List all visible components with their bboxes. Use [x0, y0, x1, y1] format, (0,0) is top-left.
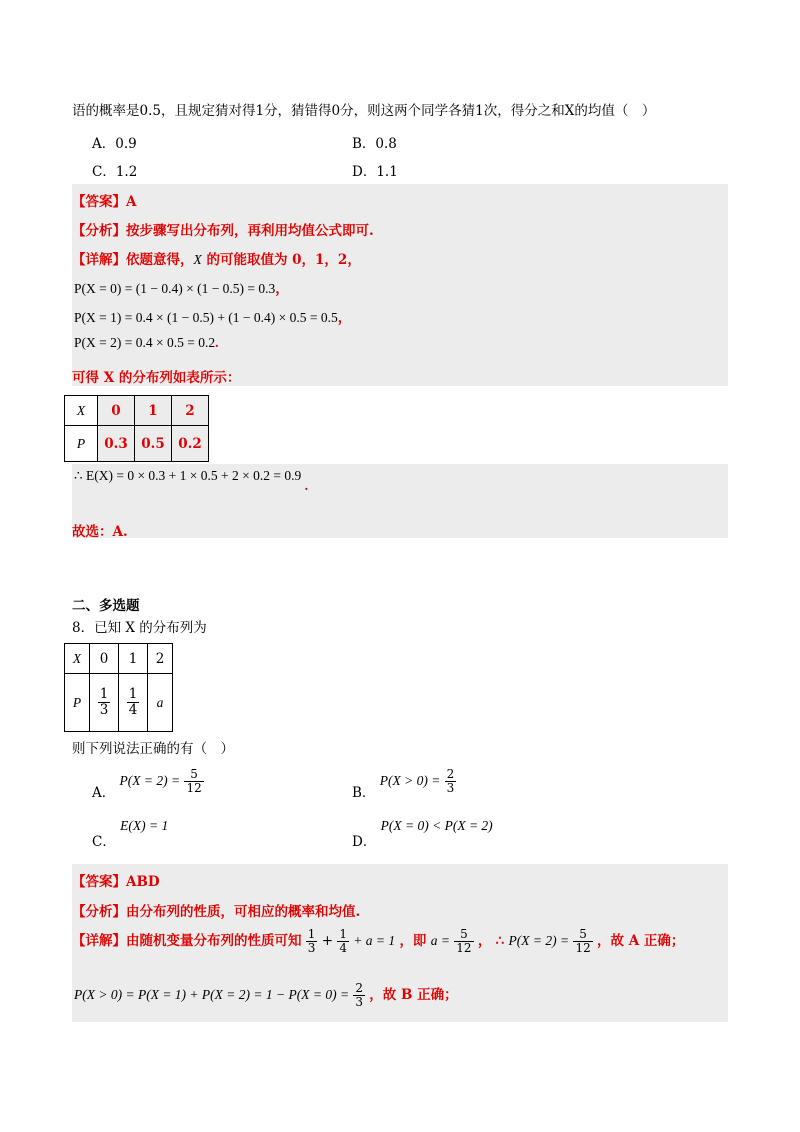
q7-analysis: 【分析】按步骤写出分布列，再利用均值公式即可.	[72, 223, 374, 239]
q8-analysis: 【分析】由分布列的性质，可相应的概率和均值.	[72, 904, 361, 920]
q7-answer: 【答案】A	[72, 194, 137, 210]
table-cell: X	[65, 644, 90, 674]
q8-distribution-table	[64, 643, 173, 732]
q8-option-a: A． P(X = 2) = $\frac{5}{12}$	[92, 767, 202, 802]
table-cell: X	[65, 396, 98, 426]
q8-detail-line2: P(X > 0) = P(X = 1) + P(X = 2) = 1 − P(X = 0) = $\frac{2}{3}$ ，故 B 正确；	[74, 981, 458, 1010]
table-cell: $\frac{1}{4}$	[119, 674, 148, 732]
table-cell: 0.3	[98, 426, 135, 462]
table-cell: 0	[90, 644, 119, 674]
table-cell: P	[65, 426, 98, 462]
q8-option-d: D． P(X = 0) < P(X = 2)	[352, 818, 493, 850]
table-cell: 2	[148, 644, 173, 674]
table-cell: 1	[135, 396, 172, 426]
q7-distribution-table	[64, 395, 209, 462]
q7-table-intro: 可得 X 的分布列如表所示：	[72, 370, 241, 386]
table-cell: 0	[98, 396, 135, 426]
q8-question: 则下列说法正确的有（ ）	[72, 741, 234, 757]
q7-detail: 【详解】依题意得，X 的可能取值为 0，1，2，	[72, 252, 361, 268]
q7-eq2: P(X = 1) = 0.4 × (1 − 0.5) + (1 − 0.4) × 0.5 = 0.5，	[74, 310, 352, 325]
table-cell: a	[148, 674, 173, 732]
q7-option-d: D．1.1	[352, 164, 398, 180]
table-cell: 0.2	[172, 426, 209, 462]
q7-expectation: ∴ E(X) = 0 × 0.3 + 1 × 0.5 + 2 × 0.2 = 0.9 .	[74, 468, 308, 493]
table-cell: 1	[119, 644, 148, 674]
q8-stem: 8．已知 X 的分布列为	[72, 620, 207, 636]
q7-option-a: A．0.9	[92, 136, 137, 152]
q7-option-b: B．0.8	[352, 136, 397, 152]
q8-detail-line1: 【详解】由随机变量分布列的性质可知 $\frac{1}{3}$ + $\frac{1}{4}$ + a = 1 ，即 a = $\frac{5}{12}$ ， ∴ P(X = 2) = $\frac{5}{12}$ ，故 A 正确；	[72, 927, 685, 956]
q8-answer: 【答案】ABD	[72, 874, 160, 890]
q7-eq1: P(X = 0) = (1 − 0.4) × (1 − 0.5) = 0.3，	[74, 281, 289, 296]
q7-eq3: P(X = 2) = 0.4 × 0.5 = 0.2.	[74, 335, 219, 350]
q7-choose: 故选：A.	[72, 524, 128, 540]
table-cell: 0.5	[135, 426, 172, 462]
q8-option-b: B． P(X > 0) = $\frac{2}{3}$	[352, 767, 455, 802]
table-cell: $\frac{1}{3}$	[90, 674, 119, 732]
table-cell: P	[65, 674, 90, 732]
q7-stem: 语的概率是0.5，且规定猜对得1分，猜错得0分，则这两个同学各猜1次，得分之和X的均值（ ）	[72, 103, 656, 119]
q8-option-c: C． E(X) = 1	[92, 818, 169, 850]
q7-option-c: C．1.2	[92, 164, 138, 180]
section-heading: 二、多选题	[72, 598, 140, 614]
table-cell: 2	[172, 396, 209, 426]
